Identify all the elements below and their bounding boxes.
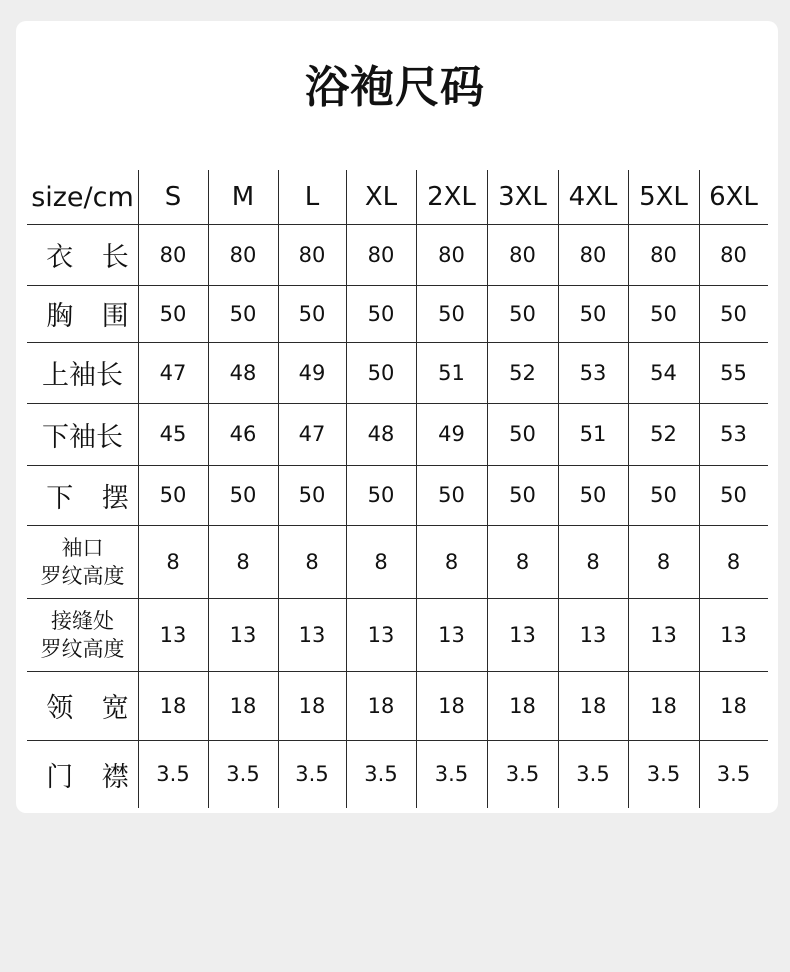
table-row-label-line: 罗纹高度 bbox=[40, 563, 125, 588]
table-cell-value: 13 bbox=[159, 622, 187, 647]
table-cell-value: 50 bbox=[720, 483, 747, 507]
table-cell-value: 18 bbox=[229, 693, 257, 718]
table-cell-value: 53 bbox=[720, 422, 747, 446]
table-cell-value: 47 bbox=[298, 422, 326, 446]
table-cell-value: 80 bbox=[720, 242, 747, 267]
table-cell-value: 50 bbox=[367, 483, 395, 507]
table-cell-value: 3.5 bbox=[434, 762, 469, 786]
table-cell-value: 50 bbox=[720, 301, 747, 326]
table-cell-value: 80 bbox=[438, 242, 465, 267]
table-cell-value: 50 bbox=[367, 360, 395, 385]
table-cell-value: 50 bbox=[438, 483, 465, 507]
table-header-size: S bbox=[164, 182, 182, 212]
table-cell-value: 13 bbox=[579, 622, 607, 647]
table-cell-value: 52 bbox=[650, 422, 677, 446]
table-cell-value: 48 bbox=[367, 422, 395, 446]
table-cell-value: 8 bbox=[236, 549, 250, 574]
table-cell-value: 54 bbox=[650, 360, 677, 385]
table-cell-value: 50 bbox=[229, 301, 257, 326]
table-cell-value: 52 bbox=[509, 360, 536, 385]
table-header-size: 6XL bbox=[709, 182, 758, 212]
page-title: 浴袍尺码 bbox=[305, 62, 485, 113]
table-cell-value: 3.5 bbox=[295, 762, 329, 786]
table-row-label-line: 袖口 bbox=[61, 535, 104, 560]
table-header-size: 5XL bbox=[639, 182, 688, 212]
table-cell-value: 8 bbox=[444, 549, 459, 574]
table-cell-value: 18 bbox=[298, 693, 326, 718]
table-cell-value: 8 bbox=[305, 549, 319, 574]
table-cell-value: 13 bbox=[367, 622, 395, 647]
table-cell-value: 18 bbox=[159, 693, 187, 718]
table-cell-value: 18 bbox=[650, 693, 677, 718]
table-cell-value: 3.5 bbox=[716, 762, 751, 786]
table-cell-value: 3.5 bbox=[576, 762, 610, 786]
table-cell-value: 45 bbox=[159, 422, 187, 446]
table-row-label: 门 襟 bbox=[46, 761, 139, 793]
table-row-label: 上袖长 bbox=[42, 360, 123, 391]
table-cell-value: 80 bbox=[298, 242, 326, 267]
table-cell-value: 50 bbox=[298, 483, 326, 507]
table-header-size: M bbox=[231, 182, 255, 212]
table-row-label: 胸 围 bbox=[46, 301, 139, 332]
table-cell-value: 80 bbox=[159, 242, 187, 267]
table-cell-value: 50 bbox=[509, 422, 536, 446]
table-cell-value: 48 bbox=[229, 360, 257, 385]
table-cell-value: 8 bbox=[166, 549, 180, 574]
table-cell-value: 18 bbox=[509, 693, 536, 718]
table-cell-value: 8 bbox=[656, 549, 671, 574]
table-row-label: 衣 长 bbox=[46, 242, 139, 273]
table-cell-value: 50 bbox=[650, 483, 677, 507]
table-cell-value: 18 bbox=[720, 693, 747, 718]
table-cell-value: 80 bbox=[229, 242, 257, 267]
table-cell-value: 51 bbox=[579, 422, 607, 446]
table-header-corner: size/cm bbox=[31, 181, 134, 213]
table-cell-value: 47 bbox=[159, 360, 187, 385]
table-cell-value: 50 bbox=[298, 301, 326, 326]
table-cell-value: 13 bbox=[720, 622, 747, 647]
table-cell-value: 18 bbox=[438, 693, 465, 718]
table-cell-value: 3.5 bbox=[226, 762, 260, 786]
table-row-label-line: 接缝处 bbox=[51, 608, 114, 633]
table-cell-value: 50 bbox=[509, 301, 536, 326]
table-cell-value: 8 bbox=[374, 549, 388, 574]
table-row-label bbox=[27, 525, 138, 598]
table-cell-value: 8 bbox=[586, 549, 600, 574]
table-cell-value: 50 bbox=[579, 301, 607, 326]
table-header-size: L bbox=[304, 182, 320, 212]
table-row-label: 下 摆 bbox=[46, 482, 139, 514]
table-row-label bbox=[27, 598, 138, 671]
table-header-size: 2XL bbox=[427, 182, 476, 212]
table-cell-value: 3.5 bbox=[156, 762, 190, 786]
table-cell-value: 50 bbox=[159, 483, 187, 507]
table-cell-value: 13 bbox=[650, 622, 677, 647]
table-cell-value: 50 bbox=[367, 301, 395, 326]
table-cell-value: 18 bbox=[579, 693, 607, 718]
table-cell-value: 13 bbox=[509, 622, 536, 647]
table-cell-value: 8 bbox=[726, 549, 741, 574]
table-cell-value: 18 bbox=[367, 693, 395, 718]
table-cell-value: 50 bbox=[229, 483, 257, 507]
table-cell-value: 80 bbox=[367, 242, 395, 267]
table-cell-value: 46 bbox=[229, 422, 257, 446]
table-cell-value: 53 bbox=[579, 360, 607, 385]
table-cell-value: 3.5 bbox=[646, 762, 681, 786]
table-row-label-line: 罗纹高度 bbox=[40, 636, 125, 661]
table-cell-value: 13 bbox=[298, 622, 326, 647]
table-cell-value: 13 bbox=[438, 622, 465, 647]
table-cell-value: 55 bbox=[720, 360, 747, 385]
table-cell-value: 13 bbox=[229, 622, 257, 647]
table-cell-value: 8 bbox=[515, 549, 530, 574]
table-cell-value: 50 bbox=[438, 301, 465, 326]
table-cell-value: 50 bbox=[159, 301, 187, 326]
table-cell-value: 3.5 bbox=[364, 762, 398, 786]
table-row-label: 下袖长 bbox=[42, 421, 123, 453]
table-cell-value: 51 bbox=[438, 360, 465, 385]
table-header-size: XL bbox=[364, 182, 398, 212]
table-cell-value: 3.5 bbox=[505, 762, 540, 786]
table-cell-value: 80 bbox=[509, 242, 536, 267]
table-header-size: 4XL bbox=[568, 182, 618, 212]
table-row-label: 领 宽 bbox=[46, 693, 139, 724]
table-cell-value: 80 bbox=[579, 242, 607, 267]
table-cell-value: 50 bbox=[579, 483, 607, 507]
table-cell-value: 80 bbox=[650, 242, 677, 267]
table-cell-value: 50 bbox=[509, 483, 536, 507]
table-cell-value: 49 bbox=[298, 360, 326, 385]
table-cell-value: 50 bbox=[650, 301, 677, 326]
table-cell-value: 49 bbox=[438, 422, 465, 446]
table-header-size: 3XL bbox=[498, 182, 547, 212]
